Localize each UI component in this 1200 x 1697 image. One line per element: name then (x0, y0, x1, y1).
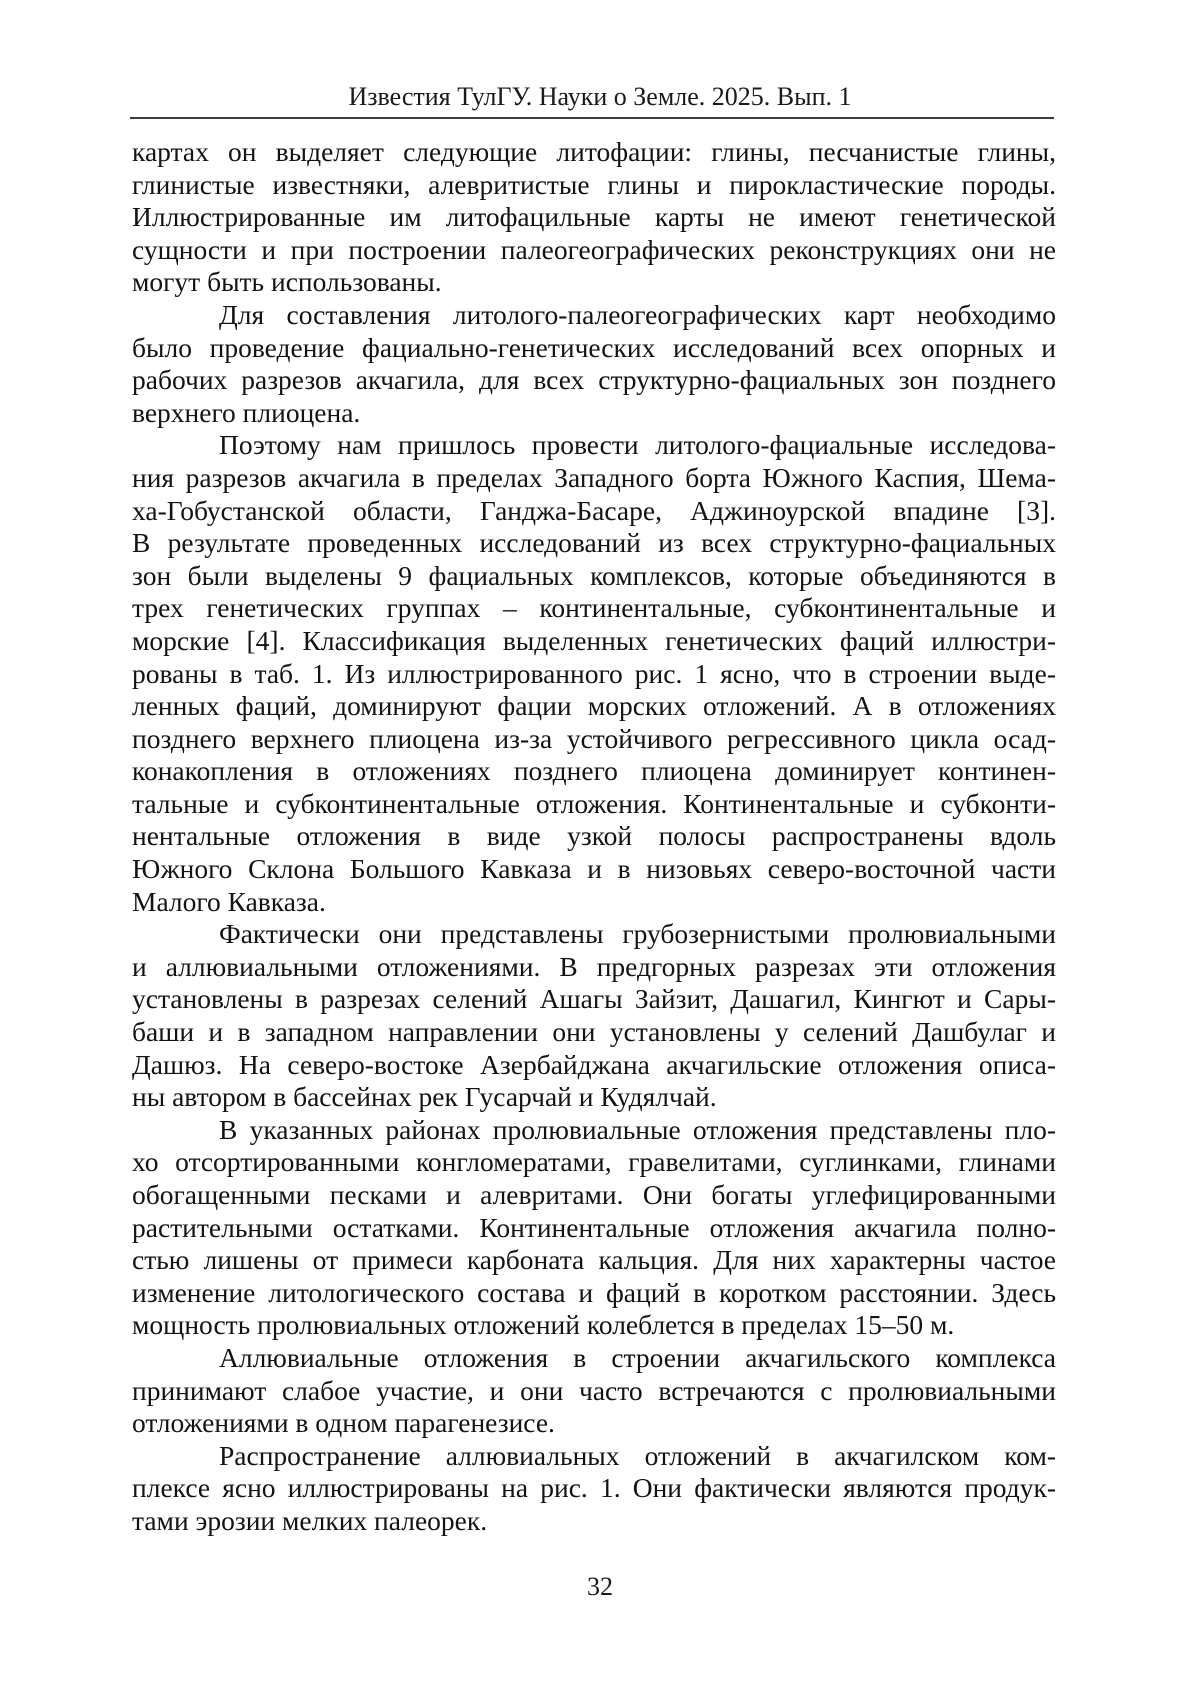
text-line: стью лишены от примеси карбоната кальция. Для них характерны частое (132, 1244, 1056, 1276)
text-line: картах он выделяет следующие литофации: глины, песчанистые глины, (132, 136, 1056, 167)
text-line: Распространение аллювиальных отложений в акчагилском ком- (219, 1439, 1056, 1471)
text-line: плексе ясно иллюстрированы на рис. 1. Они фактически являются продук- (132, 1472, 1056, 1504)
page-number: 32 (587, 1572, 613, 1601)
paragraph (132, 1342, 1056, 1440)
paragraph (132, 1440, 1056, 1538)
text-line: Для составления литолого-палеогеографических карт необходимо (219, 298, 1056, 330)
text-line: рованы в таб. 1. Из иллюстрированного рис. 1 ясно, что в строении выде- (132, 657, 1056, 689)
header-rule (130, 117, 1054, 119)
text-line: ния разрезов акчагила в пределах Западного борта Южного Каспия, Шема- (132, 461, 1056, 493)
paragraph (132, 136, 1056, 299)
paragraph (132, 299, 1056, 429)
text-line: хо отсортированными конгломератами, гравелитами, суглинками, глинами (132, 1146, 1056, 1178)
paragraph (132, 918, 1056, 1114)
text-line: изменение литологического состава и фаций в коротком расстоянии. Здесь (132, 1276, 1056, 1308)
text-line: рабочих разрезов акчагила, для всех структурно-фациальных зон позднего (132, 364, 1056, 396)
text-line: растительными остатками. Континентальные отложения акчагила полно- (132, 1211, 1056, 1243)
text-line: зон были выделены 9 фациальных комплексов, которые объединяются в (132, 559, 1056, 591)
text-line: Иллюстрированные им литофацильные карты не имеют генетической (132, 201, 1056, 233)
text-line: В указанных районах пролювиальные отложения представлены пло- (219, 1113, 1056, 1145)
text-line: могут быть использованы. (132, 266, 442, 298)
text-line: морские [4]. Классификация выделенных генетических фаций иллюстри- (132, 624, 1056, 656)
text-line: принимают слабое участие, и они часто встречаются с пролювиальными (132, 1374, 1056, 1406)
text-line: сущности и при построении палеогеографических реконструкциях они не (132, 233, 1056, 265)
text-line: обогащенными песками и алевритами. Они богаты углефицированными (132, 1179, 1056, 1210)
paragraph (132, 1114, 1056, 1342)
text-line: отложениями в одном парагенезисе. (132, 1407, 555, 1439)
text-line: трех генетических группах – континентальные, субконтинентальные и (132, 592, 1056, 624)
text-line: конакопления в отложениях позднего плиоцена доминирует континен- (132, 755, 1056, 787)
text-line: Малого Кавказа. (132, 885, 326, 917)
text-line: Аллювиальные отложения в строении акчагильского комплекса (219, 1341, 1056, 1373)
text-line: Дашюз. На северо-востоке Азербайджана акчагильские отложения описа- (132, 1048, 1056, 1080)
journal-header: Известия ТулГУ. Науки о Земле. 2025. Вып. 1 (348, 82, 852, 111)
text-line: ны автором в бассейнах рек Гусарчай и Кудялчай. (132, 1081, 717, 1113)
text-line: было проведение фациально-генетических исследований всех опорных и (132, 331, 1056, 363)
article-body (132, 136, 1056, 1538)
text-line: и аллювиальными отложениями. В предгорных разрезах эти отложения (132, 950, 1056, 982)
text-line: тальные и субконтинентальные отложения. Континентальные и субконти- (132, 787, 1056, 819)
text-line: тами эрозии мелких палеорек. (132, 1504, 488, 1536)
text-line: мощность пролювиальных отложений колеблется в пределах 15–50 м. (132, 1309, 955, 1341)
text-line: Поэтому нам пришлось провести литолого-фациальные исследова- (219, 429, 1056, 461)
text-line: установлены в разрезах селений Ашагы Зайзит, Дашагил, Кингют и Сары- (132, 983, 1056, 1015)
text-line: ха-Гобустанской области, Ганджа-Басаре, Аджиноурской впадине [3]. (132, 494, 1056, 526)
text-line: верхнего плиоцена. (132, 396, 361, 428)
paragraph (132, 429, 1056, 918)
text-line: Фактически они представлены грубозернистыми пролювиальными (219, 918, 1056, 950)
text-line: нентальные отложения в виде узкой полосы распространены вдоль (132, 820, 1056, 852)
text-line: В результате проведенных исследований из всех структурно-фациальных (132, 527, 1056, 559)
text-line: баши и в западном направлении они установлены у селений Дашбулаг и (132, 1016, 1056, 1048)
text-line: ленных фаций, доминируют фации морских отложений. А в отложениях (132, 690, 1056, 722)
text-line: глинистые известняки, алевритистые глины и пирокластические породы. (132, 168, 1056, 200)
text-line: позднего верхнего плиоцена из-за устойчивого регрессивного цикла осад- (132, 722, 1056, 754)
text-line: Южного Склона Большого Кавказа и в низовьях северо-восточной части (132, 853, 1056, 885)
